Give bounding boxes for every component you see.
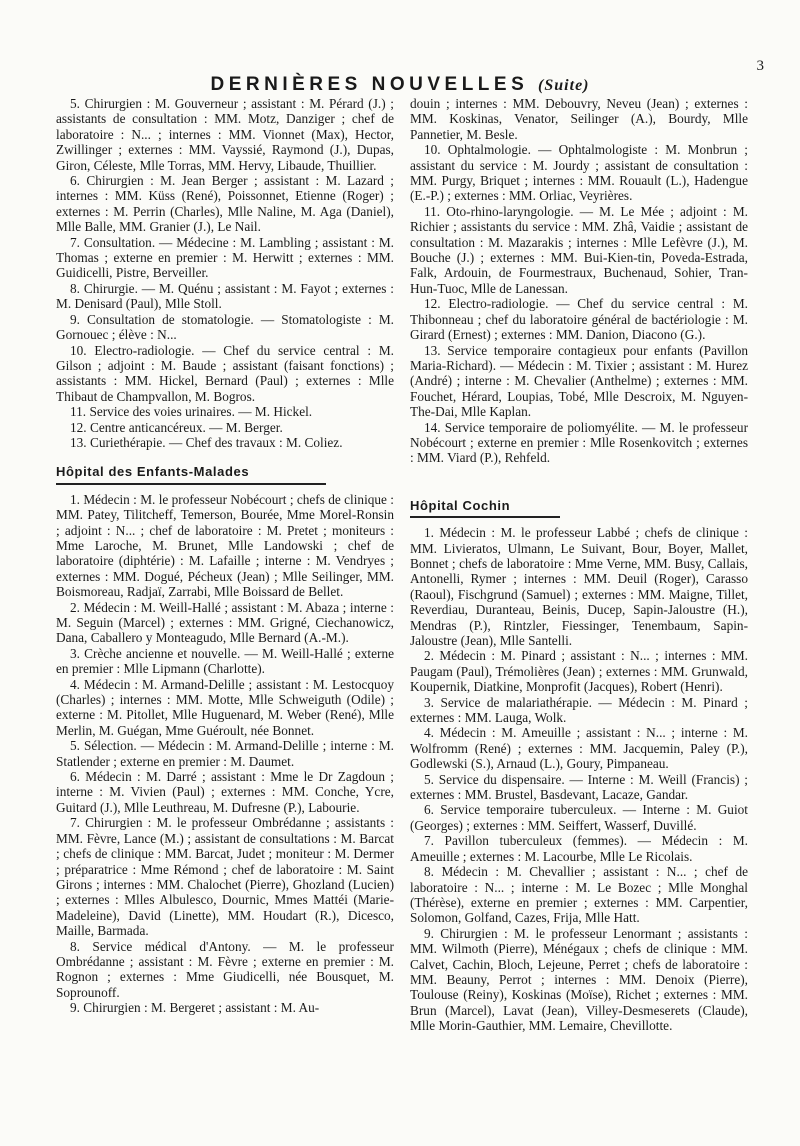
running-head bbox=[0, 74, 800, 96]
section-heading-cochin: Hôpital Cochin bbox=[410, 497, 511, 513]
entry-paragraph: 13. Curiethérapie. — Chef des travaux : M. Coliez. bbox=[70, 434, 343, 450]
entry-paragraph: douin ; internes : MM. Debouvry, Neveu (Jean) ; externes : MM. Koskinas, Venator, Seilinger (A.), Bourdy, Mlle Pannetier, M. Besle. bbox=[410, 96, 748, 142]
running-head-suffix: (Suite) bbox=[538, 77, 590, 94]
entry-paragraph: 3. Service de malariathérapie. — Médecin : M. Pinard ; externes : MM. Lauga, Wolk. bbox=[410, 694, 748, 726]
entry-paragraph: 6. Médecin : M. Darré ; assistant : Mme le Dr Zagdoun ; interne : M. Vivien (Paul) ; externes : MM. Conche, Ycre, Guitard (J.), Mlle Leuthreau, M. Dufresne (P.), Labourie. bbox=[56, 769, 394, 815]
entry-paragraph: 4. Médecin : M. Ameuille ; assistant : N... ; interne : M. Wolfromm (René) ; externes : MM. Jacquemin, Paley (P.), Godlewski (S.), Arnaud (L.), Goury, Pimpaneau. bbox=[410, 725, 748, 772]
entry-paragraph: 7. Chirurgien : M. le professeur Ombrédanne ; assistants : MM. Fèvre, Lance (M.) ; assistant de consultations : M. Barcat ; chefs de clinique : MM. Barcat, Judet ; moniteur : M. Dermer ; préparatrice : Mme Rémond ; chef de laboratoire : M. Saint Girons ; internes : MM. Chalochet (Pierre), Ghozland (Lucien) ; externes : Mlles Albulesco, Dournic, Mmes Mattéi (Marie-Madeleine), David (Linette), MM. Houdart (R.), Dicesco, Maille, Barmada. bbox=[56, 815, 394, 939]
running-head-title: DERNIÈRES NOUVELLES bbox=[210, 74, 529, 95]
right-column-entries-top bbox=[410, 96, 748, 466]
entry-paragraph: 12. Electro-radiologie. — Chef du service central : M. Thibonneau ; chef du laboratoire général de bactériologie : M. Girard (Ernest) ; externes : MM. Danion, Diacono (G.). bbox=[410, 296, 748, 343]
entry-paragraph: 9. Consultation de stomatologie. — Stomatologiste : M. Gornouec ; élève : N... bbox=[56, 311, 394, 343]
left-column bbox=[56, 96, 394, 1016]
entry-paragraph: 1. Médecin : M. le professeur Labbé ; chefs de clinique : MM. Livieratos, Ulmann, Le Suivant, Bour, Boyer, Mallet, Bonnet ; chefs de laboratoire : Mme Verne, MM. Busy, Callais, Antonelli, Rymer ; internes : MM. Deuil (Roger), Carasso (Raoul), Fischgrund (Samuel) ; externes : MM. Maigne, Tillet, Reverdiau, Duranteau, Beinis, Ducep, Sapin-Jaloustre (H.), Mendras (P.), Rintzler, Fiessinger, Tenembaum, Sapin-Jaloustre (Jean), Mlle Santelli. bbox=[410, 525, 748, 648]
entry-paragraph: 7. Pavillon tuberculeux (femmes). — Médecin : M. Ameuille ; externes : M. Lacourbe, Mlle Le Ricolais. bbox=[410, 833, 748, 864]
right-column-entries-bottom bbox=[410, 525, 748, 1033]
entry-paragraph: 8. Médecin : M. Chevallier ; assistant : N... ; chef de laboratoire : N... ; interne : M. Le Bozec ; Mlle Monghal (Thérèse), externe en premier ; externes : MM. Carpentier, Solomon, Golfand, Cazes, Frija, Mlle Hatt. bbox=[410, 864, 748, 926]
left-column-entries-top bbox=[56, 96, 394, 450]
entry-paragraph: 14. Service temporaire de poliomyélite. — M. le professeur Nobécourt ; externe en premier : Mlle Rosenkovitch ; externes : MM. Viard (P.), Rehfeld. bbox=[410, 419, 748, 466]
entry-paragraph: 8. Service médical d'Antony. — M. le professeur Ombrédanne ; assistant : M. Fèvre ; externe en premier : M. Rognon ; externes : Mme Giudicelli, née Bousquet, M. Soprounoff. bbox=[56, 938, 394, 1000]
right-column bbox=[410, 96, 748, 1034]
entry-paragraph: 9. Chirurgien : M. le professeur Lenormant ; assistants : MM. Wilmoth (Pierre), Ménégaux ; chefs de clinique : MM. Calvet, Cachin, Bloch, Lejeune, Perret ; chefs de laboratoire : MM. Beauny, Perrot ; internes : MM. Denoix (Pierre), Toulouse (Reiny), Koskinas (Moïse), Richet ; externes : MM. Brun (Marcel), Lavat (Jean), Villey-Desmeserets (Claude), Mlle Morin-Gauthier, MM. Lemaire, Chevillotte. bbox=[410, 925, 748, 1034]
entry-paragraph: 7. Consultation. — Médecine : M. Lambling ; assistant : M. Thomas ; externe en premier : M. Herwitt ; externes : MM. Guidicelli, Pistre, Berveiller. bbox=[56, 234, 394, 281]
entry-paragraph: 11. Oto-rhino-laryngologie. — M. Le Mée ; adjoint : M. Richier ; assistants du service : MM. Zhâ, Vaidie ; assistant de consultation : M. Mazarakis ; internes : Mlle Lefèvre (J.), M. Bouche (J.) ; externes : MM. Bui-Kien-tin, Poveda-Estrada, Falk, Ardouin, de Fourmestraux, Buchenaud, Sohier, Tran-Hun-Tuoc, Mlle de Lanessan. bbox=[410, 203, 748, 296]
section-heading-enfants-malades: Hôpital des Enfants-Malades bbox=[56, 464, 250, 480]
left-column-entries-bottom bbox=[56, 492, 394, 1016]
entry-paragraph: 9. Chirurgien : M. Bergeret ; assistant : M. Au- bbox=[70, 1000, 320, 1016]
entry-paragraph: 11. Service des voies urinaires. — M. Hickel. bbox=[70, 404, 313, 420]
heading-rule bbox=[56, 483, 326, 485]
heading-rule bbox=[410, 516, 560, 518]
entry-paragraph: 2. Médecin : M. Pinard ; assistant : N... ; internes : MM. Paugam (Paul), Trémolières (Jean) ; externes : MM. Grunwald, Koupernik, Diatkine, Monprofit (Jacques), Robert (Henri). bbox=[410, 648, 748, 695]
entry-paragraph: 1. Médecin : M. le professeur Nobécourt ; chefs de clinique : MM. Patey, Tilitcheff, Temerson, Bourée, Mme Morel-Ronsin ; adjoint : N... ; chef de laboratoire : M. Pretet ; moniteurs : Mme Laroche, M. Brunet, Mlle Landowski ; chef de laboratoire (diphtérie) : M. Lafaille ; interne : M. Vendryes ; externes : MM. Dogué, Pécheux (Jean) ; Mlle Seilinger, MM. Boismoreau, Radjaï, Zarrabi, Mlle Boissard de Bellet. bbox=[56, 491, 394, 600]
entry-paragraph: 12. Centre anticancéreux. — M. Berger. bbox=[70, 419, 283, 435]
entry-paragraph: 4. Médecin : M. Armand-Delille ; assistant : M. Lestocquoy (Charles) ; internes : MM. Motte, Mlle Schweiguth (Odile) ; externe : M. Pitollet, Mlle Huguenard, M. Weber (René), Mlle Merlin, M. Guégan, Mme Guéroult, née Bonnet. bbox=[56, 676, 394, 738]
entry-paragraph: 3. Crèche ancienne et nouvelle. — M. Weill-Hallé ; externe en premier : Mlle Lipmann (Charlotte). bbox=[56, 645, 394, 677]
entry-paragraph: 5. Chirurgien : M. Gouverneur ; assistant : M. Pérard (J.) ; assistants de consultation : MM. Motz, Danziger ; chef de laboratoire : N... ; internes : MM. Vionnet (Max), Hector, Zwillinger ; externes : MM. Vayssié, Raymond (J.), Dupas, Giron, Céleste, Mlle Torras, MM. Hervy, Libaude, Thuillier. bbox=[56, 96, 394, 173]
entry-paragraph: 6. Service temporaire tuberculeux. — Interne : M. Guiot (Georges) ; externes : MM. Seiffert, Wasserf, Duvillé. bbox=[410, 802, 748, 833]
entry-paragraph: 13. Service temporaire contagieux pour enfants (Pavillon Maria-Richard). — Médecin : M. Tixier ; assistant : M. Hurez (André) ; interne : M. Chevalier (Anthelme) ; externes : MM. Fouchet, Hérard, Loupias, Tobé, Mlle Descroix, M. Nguyen-The-Dai, Mlle Kaplan. bbox=[410, 342, 748, 420]
entry-paragraph: 8. Chirurgie. — M. Quénu ; assistant : M. Fayot ; externes : M. Denisard (Paul), Mlle Stoll. bbox=[56, 280, 394, 312]
entry-paragraph: 10. Ophtalmologie. — Ophtalmologiste : M. Monbrun ; assistant du service : M. Jourdy ; assistant de consultation : MM. Purgy, Briquet ; internes : MM. Rouault (L.), Hadengue (E.-P.) ; externes : MM. Orliac, Veyrières. bbox=[410, 142, 748, 204]
entry-paragraph: 10. Electro-radiologie. — Chef du service central : M. Gilson ; adjoint : M. Baude ; assistant (faisant fonctions) ; assistants : MM. Hickel, Bernard (Paul) ; externes : Mlle Thibaut de Champvallon, M. Bogros. bbox=[56, 342, 394, 404]
entry-paragraph: 5. Service du dispensaire. — Interne : M. Weill (Francis) ; externes : MM. Brustel, Basdevant, Lacaze, Gandar. bbox=[410, 771, 748, 803]
entry-paragraph: 5. Sélection. — Médecin : M. Armand-Delille ; interne : M. Statlender ; externe en premier : M. Daumet. bbox=[56, 738, 394, 769]
page-number: 3 bbox=[756, 58, 764, 74]
entry-paragraph: 6. Chirurgien : M. Jean Berger ; assistant : M. Lazard ; internes : MM. Küss (René), Poissonnet, Etienne (Roger) ; externes : M. Perrin (Charles), Mlle Naline, M. Aga (Daniel), Mlle Balle, MM. Granier (J.), Le Nail. bbox=[56, 173, 394, 235]
entry-paragraph: 2. Médecin : M. Weill-Hallé ; assistant : M. Abaza ; interne : M. Seguin (Marcel) ; externes : MM. Grigné, Ciechanowicz, Dana, Caballero y Monteagudo, Mlle Bernard (A.-M.). bbox=[56, 599, 394, 646]
